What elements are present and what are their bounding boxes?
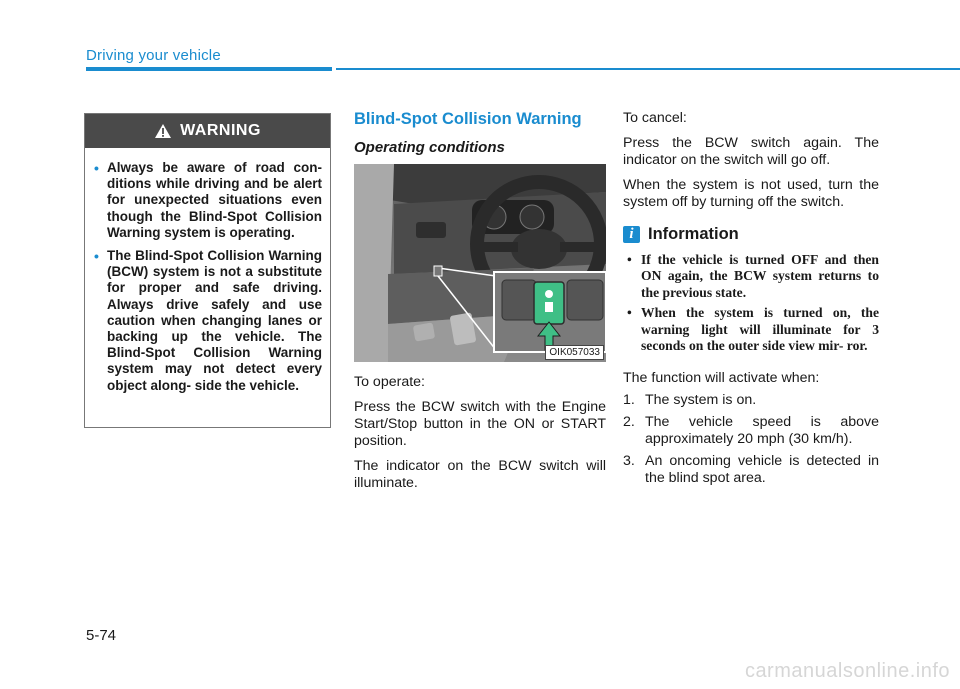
cancel-instruction: Press the BCW switch again. The indicator on the switch will go off. — [623, 135, 879, 168]
figure-code-label: OIK057033 — [545, 345, 604, 360]
dashboard-illustration — [354, 164, 606, 362]
warning-box — [84, 113, 331, 428]
information-icon: i — [623, 226, 640, 243]
condition-text: The system is on. — [645, 392, 757, 409]
condition-text: An oncoming vehicle is detected in the blind spot area. — [645, 453, 879, 487]
cancel-heading: To cancel: — [623, 110, 687, 126]
warning-title: WARNING — [180, 122, 261, 139]
section-header-title: Driving your vehicle — [86, 47, 221, 64]
warning-item: • The Blind-Spot Collision Warning (BCW) system is not a substitute for proper and safe driving. Always drive safely and use caution when changing lanes or backing up the vehicle. The Blind-Spot Collision Warning system may not detect every object along- side the vehicle. — [107, 248, 322, 394]
warning-triangle-icon — [154, 123, 172, 139]
activation-intro: The function will activate when: — [623, 370, 820, 387]
information-item: • If the vehicle is turned OFF and then ON again, the BCW system returns to the previous state. — [641, 252, 879, 301]
condition-number: 3. — [623, 453, 635, 470]
operate-instruction: Press the BCW switch with the Engine Start/Stop button in the ON or START position. — [354, 399, 606, 449]
header-rule-thick — [86, 67, 332, 71]
page-number: 5-74 — [86, 627, 117, 644]
middle-column — [354, 110, 606, 492]
warning-list — [85, 148, 330, 394]
section-title: Blind-Spot Collision Warning — [354, 110, 582, 128]
operate-heading: To operate: — [354, 374, 425, 390]
right-column — [623, 110, 879, 487]
indicator-note: The indicator on the BCW switch will illuminate. — [354, 458, 606, 491]
header-rule-thin — [336, 68, 960, 70]
information-list — [623, 252, 879, 354]
condition-item — [623, 392, 879, 409]
information-header — [623, 225, 879, 244]
car-interior-image — [354, 164, 606, 362]
turn-off-note: When the system is not used, turn the system off by turning off the switch. — [623, 177, 879, 210]
condition-item — [623, 453, 879, 487]
condition-number: 2. — [623, 414, 635, 431]
information-item: • When the system is turned on, the warning light will illuminate for 3 seconds on the outer side view mir- ror. — [641, 305, 879, 354]
condition-number: 1. — [623, 392, 635, 409]
condition-text: The vehicle speed is above approximately 20 mph (30 km/h). — [645, 414, 879, 448]
activation-conditions-list — [623, 392, 879, 487]
warning-header — [85, 114, 330, 148]
condition-item — [623, 414, 879, 448]
information-title: Information — [648, 225, 739, 243]
warning-item: • Always be aware of road con- ditions while driving and be alert for unexpected situations even though the Blind-Spot Collision Warning system is operating. — [107, 160, 322, 241]
watermark: carmanualsonline.info — [744, 660, 950, 682]
subsection-title: Operating conditions — [354, 139, 505, 156]
